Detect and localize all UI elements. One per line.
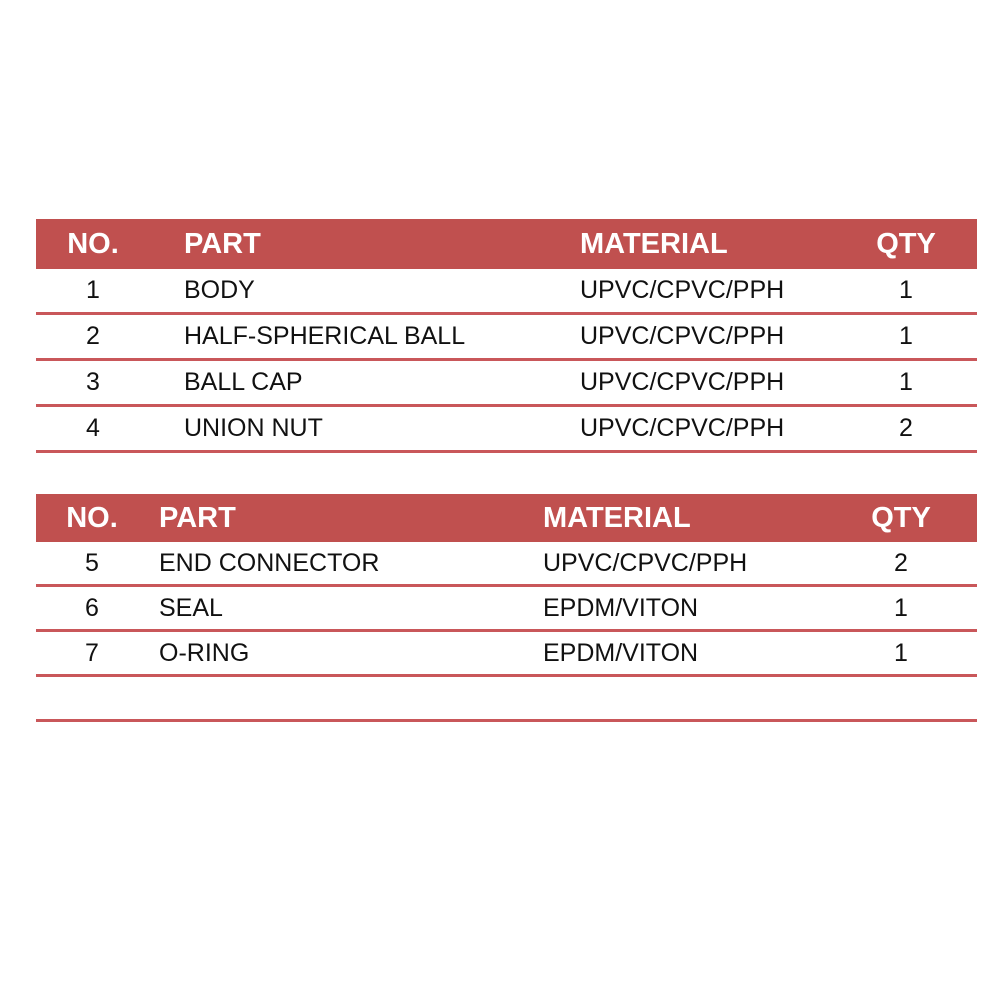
cell-material: UPVC/CPVC/PPH	[580, 368, 785, 396]
cell-qty: 2	[894, 548, 908, 577]
cell-no: 1	[86, 276, 100, 304]
cell-material: EPDM/VITON	[543, 638, 699, 667]
cell-part: O-RING	[159, 638, 250, 667]
header-qty: QTY	[871, 502, 931, 534]
cell-part: BODY	[184, 276, 255, 304]
table-row	[36, 587, 977, 632]
table-row	[36, 269, 977, 315]
cell-qty: 1	[894, 593, 908, 622]
header-no: NO.	[67, 228, 119, 260]
cell-qty: 1	[899, 322, 913, 350]
cell-no: 3	[86, 368, 100, 396]
table-row	[36, 361, 977, 407]
parts-table-2	[36, 494, 977, 722]
cell-part: UNION NUT	[184, 414, 323, 442]
table-row	[36, 542, 977, 587]
header-material: MATERIAL	[543, 502, 691, 534]
cell-qty	[856, 677, 946, 719]
cell-material: UPVC/CPVC/PPH	[580, 414, 785, 442]
parts-table-1	[36, 219, 977, 453]
header-part: PART	[184, 228, 261, 260]
cell-no: 7	[85, 638, 99, 667]
cell-no: 6	[85, 593, 99, 622]
cell-no: 4	[86, 414, 100, 442]
cell-material: EPDM/VITON	[543, 593, 699, 622]
cell-no	[36, 677, 148, 719]
cell-material: UPVC/CPVC/PPH	[543, 548, 748, 577]
table-row	[36, 315, 977, 361]
table-header-row	[36, 219, 977, 269]
header-no: NO.	[66, 502, 118, 534]
cell-no: 5	[85, 548, 99, 577]
header-qty: QTY	[876, 228, 936, 260]
table-row	[36, 407, 977, 453]
header-material: MATERIAL	[580, 228, 728, 260]
cell-qty: 1	[899, 368, 913, 396]
cell-no: 2	[86, 322, 100, 350]
header-part: PART	[159, 502, 236, 534]
cell-part: END CONNECTOR	[159, 548, 380, 577]
cell-qty: 2	[899, 414, 913, 442]
cell-part: SEAL	[159, 593, 223, 622]
cell-qty: 1	[894, 638, 908, 667]
cell-qty: 1	[899, 276, 913, 304]
cell-part: BALL CAP	[184, 368, 303, 396]
table-row	[36, 632, 977, 677]
cell-material: UPVC/CPVC/PPH	[580, 276, 785, 304]
table-row-empty	[36, 677, 977, 722]
cell-part: HALF-SPHERICAL BALL	[184, 322, 466, 350]
cell-material: UPVC/CPVC/PPH	[580, 322, 785, 350]
table-header-row	[36, 494, 977, 542]
